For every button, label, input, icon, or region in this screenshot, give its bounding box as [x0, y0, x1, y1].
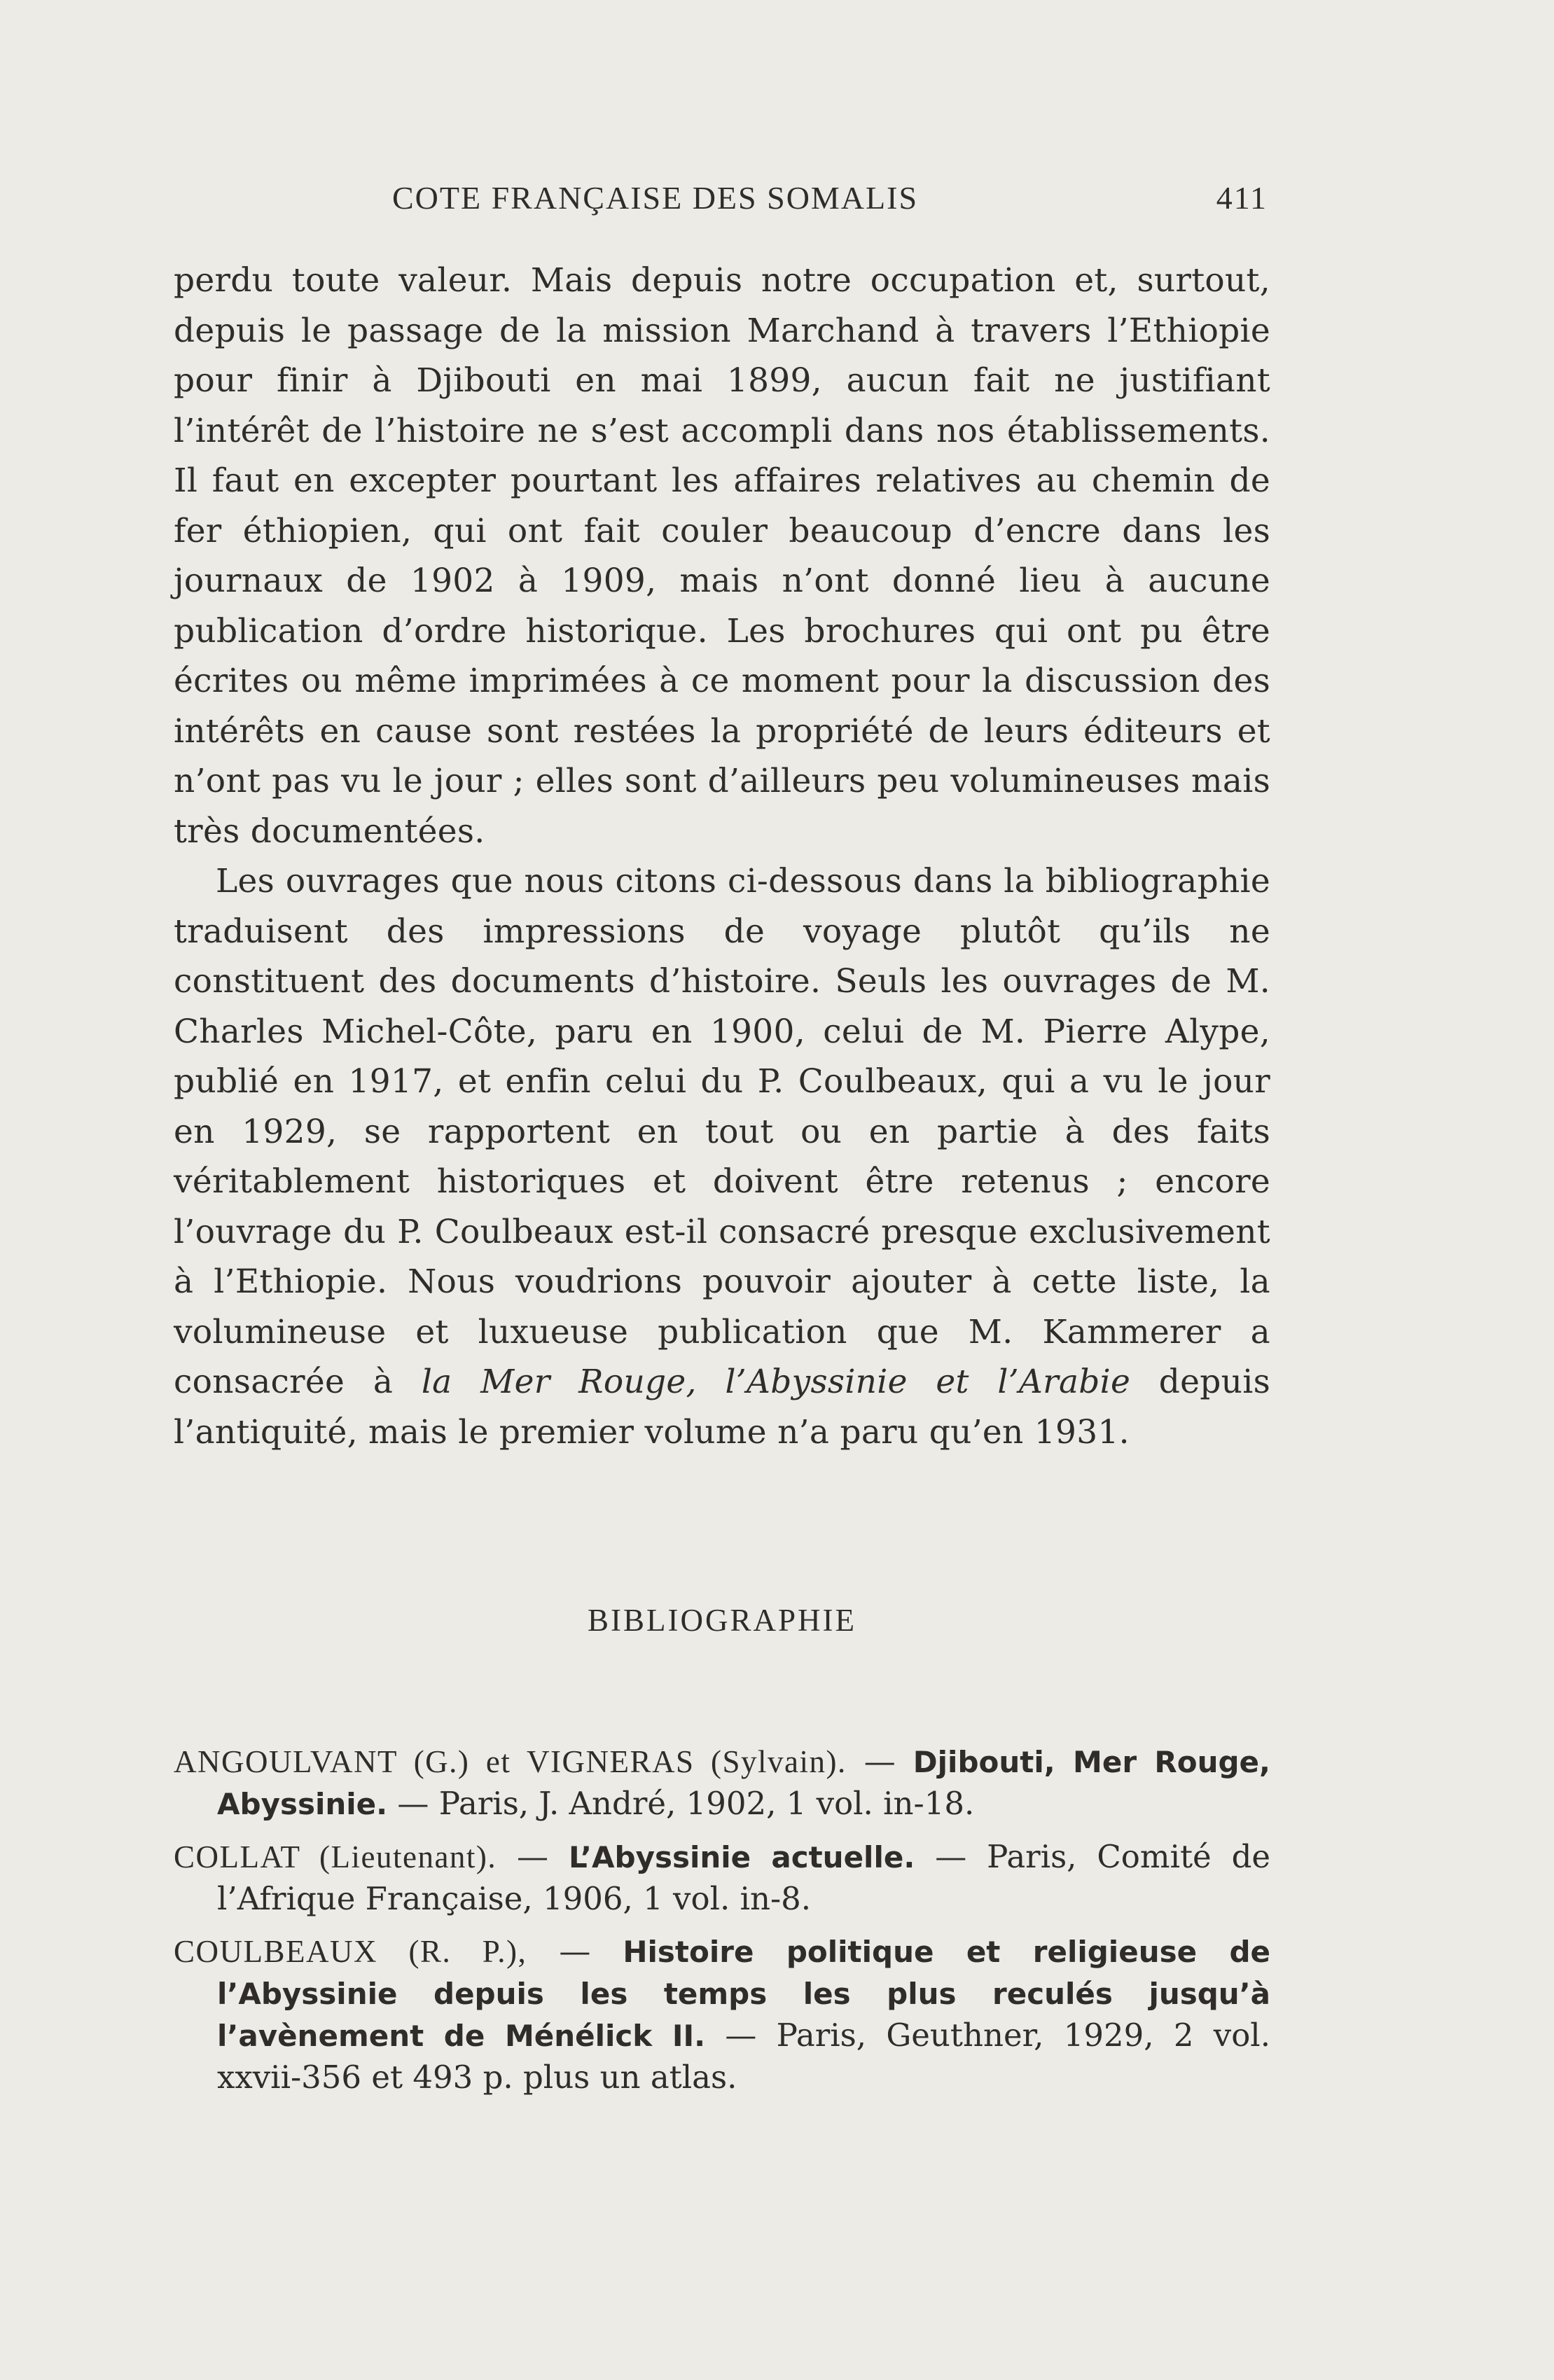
bib-separator: —: [915, 1838, 987, 1875]
bib-title: Histoire politique et religieuse de l’Abyssinie depuis les temps les plus reculés jusqu’à l’avènement de Ménélick II.: [217, 1935, 1270, 2053]
running-title: COTE FRANÇAISE DES SOMALIS: [392, 180, 919, 216]
bib-title: Djibouti, Mer Rouge, Abyssinie.: [217, 1745, 1270, 1821]
bibliography-heading: BIBLIOGRAPHIE: [588, 1603, 856, 1638]
body-text: [174, 256, 1270, 1457]
bib-separator: —: [497, 1838, 569, 1875]
bib-separator: —: [705, 2017, 777, 2054]
paragraph-1: perdu toute valeur. Mais depuis notre occupation et, surtout, depuis le passage de la mission Marchand à travers l’Ethiopie pour finir à Djibouti en mai 1899, aucun fait ne justifiant l’intérêt de l’histoire ne s’est accompli dans nos établissements. Il faut en excepter pourtant les affaires relatives au chemin de fer éthiopien, qui ont fait couler beaucoup d’encre dans les journaux de 1902 à 1909, mais n’ont donné lieu à aucune publication d’ordre historique. Les brochures qui ont pu être écrites ou même imprimées à ce moment pour la discussion des intérêts en cause sont restées la propriété de leurs éditeurs et n’ont pas vu le jour ; elles sont d’ailleurs peu volumineuses mais très documentées.: [174, 261, 1270, 851]
bib-separator: —: [527, 1933, 623, 1970]
bib-title: L’Abyssinie actuelle.: [568, 1840, 915, 1874]
paragraph-2-italic-title: la Mer Rouge, l’Abyssinie et l’Arabie: [421, 1363, 1131, 1401]
paragraph-2-text-start: Les ouvrages que nous citons ci-dessous dans la bibliographie traduisent des impressions de voyage plutôt qu’ils ne constituent des documents d’histoire. Seuls les ouvrages de M. Charles Michel-Côte, paru en 1900, celui de M. Pierre Alype, publié en 1917, et enfin celui du P. Coulbeaux, qui a vu le jour en 1929, se rapportent en tout ou en partie à des faits véritablement historiques et doivent être retenus ; encore l’ouvrage du P. Coulbeaux est-il consacré presque exclusivement à l’Ethiopie. Nous voudrions pouvoir ajouter à cette liste, la volumineuse et luxueuse publication que M. Kammerer a consacrée à: [174, 862, 1270, 1401]
bib-details: Paris, J. André, 1902, 1 vol. in-18.: [438, 1785, 975, 1822]
bibliography-list: [174, 1741, 1270, 2109]
page-number: 411: [1216, 180, 1268, 216]
bibliography-entry: [174, 1741, 1270, 1825]
bib-author: COULBEAUX (R. P.),: [174, 1934, 527, 1969]
bibliography-entry: [174, 1930, 1270, 2098]
bib-details: Paris, Geuthner, 1929, 2 vol. xxvii-356 et 493 p. plus un atlas.: [217, 2017, 1270, 2096]
paragraph-2-text-end: depuis l’antiquité, mais le premier volume n’a paru qu’en 1931.: [174, 1363, 1271, 1452]
bibliography-entry: [174, 1836, 1270, 1919]
running-head: [174, 179, 1270, 228]
bib-details: Paris, Comité de l’Afrique Française, 1906, 1 vol. in-8.: [217, 1838, 1271, 1917]
bib-separator: —: [387, 1785, 439, 1822]
bib-separator: —: [846, 1743, 913, 1780]
paragraph-2: [174, 856, 1270, 1457]
bib-author: COLLAT (Lieutenant).: [174, 1839, 497, 1874]
bib-author: ANGOULVANT (G.) et VIGNERAS (Sylvain).: [174, 1744, 847, 1779]
